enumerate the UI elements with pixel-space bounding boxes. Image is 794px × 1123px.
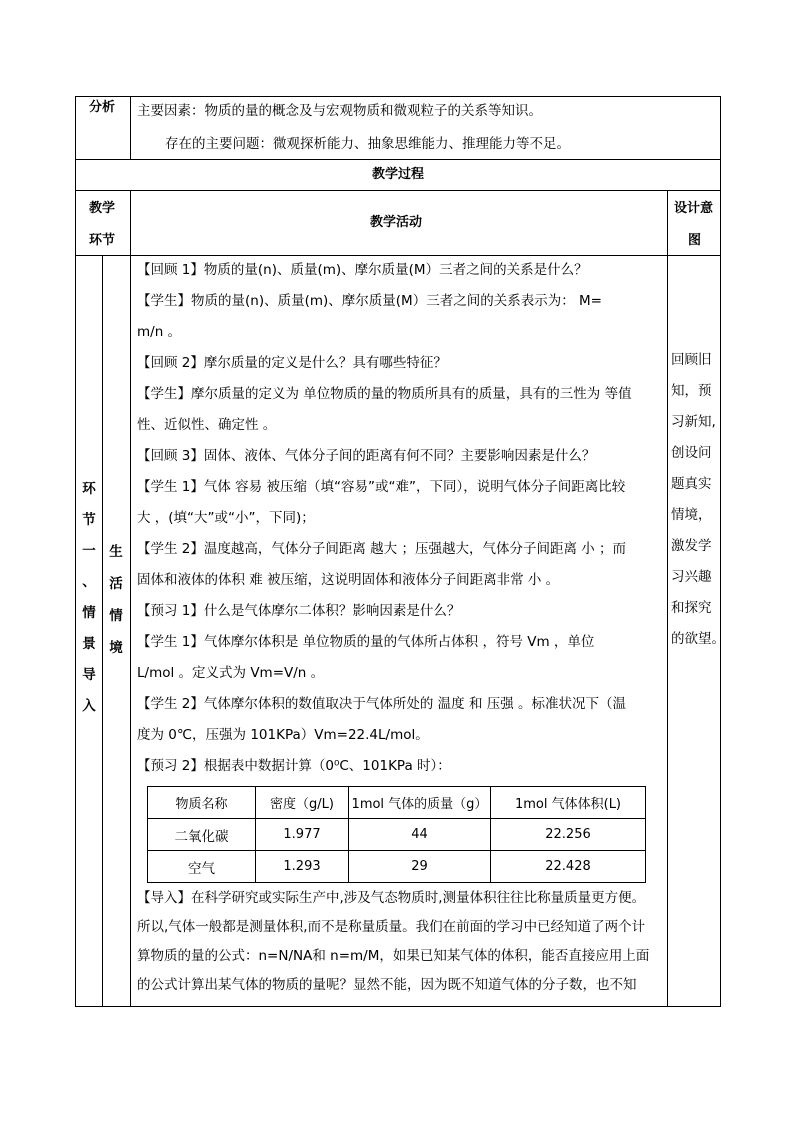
design-line: 激发学 <box>671 538 712 554</box>
section-title: 教学过程 <box>372 167 425 182</box>
table-cell: 1.293 <box>256 851 349 883</box>
design-line: 知，预 <box>671 383 712 399</box>
activity-line: 【学生】摩尔质量的定义为 单位物质的量的物质所具有的质量，具有的三性为 等值 <box>137 386 632 402</box>
activity-line: L/mol 。定义式为 Vm=V/n 。 <box>137 665 325 681</box>
header-design-1: 设计意 <box>674 201 714 216</box>
design-line: 和探究 <box>671 600 712 616</box>
design-line: 回顾旧 <box>671 352 712 368</box>
activity-line: 【预习 1】什么是气体摩尔二体积？影响因素是什么？ <box>137 603 461 619</box>
stage-char: 节 <box>82 512 96 528</box>
header-design-2: 图 <box>688 233 702 248</box>
table-row-line-2 <box>75 190 721 191</box>
header-activity: 教学活动 <box>370 215 423 230</box>
table-header-cell: 密度（g/L) <box>256 787 349 819</box>
stage-char: 导 <box>82 667 96 683</box>
table-bottom-border <box>75 1006 721 1007</box>
stage-char: 、 <box>82 574 96 590</box>
analysis-label: 分析 <box>89 100 116 115</box>
activity-line: 【学生 1】气体 容易 被压缩（填“容易”或“难”，下同），说明气体分子间距离比较 <box>137 479 626 495</box>
activity-line: 【回顾 1】物质的量(n)、质量(m)、摩尔质量(M）三者之间的关系是什么？ <box>137 262 588 278</box>
substage-divider <box>102 255 103 1007</box>
stage-column-divider <box>130 190 131 1007</box>
design-line: 习新知, <box>671 414 716 430</box>
activity-line: 所以,气体一般都是测量体积,而不是称量质量。我们在前面的学习中已经知道了两个计 <box>137 919 646 935</box>
design-intent-content <box>671 354 725 664</box>
table-row <box>148 819 646 851</box>
activity-line: 性、近似性、确定性 。 <box>137 417 277 433</box>
activity-line: 【预习 2】根据表中数据计算（0⁰C、101KPa 时）： <box>137 758 451 774</box>
table-cell: 44 <box>349 819 491 851</box>
design-column-divider <box>667 190 668 1007</box>
stage-label-vertical <box>79 483 99 731</box>
design-line: 的欲望。 <box>671 631 725 647</box>
activity-line: 【学生】物质的量(n)、质量(m)、摩尔质量(M）三者之间的关系表示为： M= <box>137 293 602 309</box>
activity-line: 【回顾 2】摩尔质量的定义是什么？具有哪些特征？ <box>137 355 447 371</box>
design-line: 创设问 <box>671 445 712 461</box>
activity-line: 【导入】在科学研究或实际生产中,涉及气态物质时,测量体积往往比称量质量更方便。 <box>137 890 646 906</box>
stage-char: 环 <box>82 481 96 497</box>
table-header-cell: 1mol 气体体积(L) <box>491 787 646 819</box>
table-left-border <box>75 96 76 1007</box>
header-stage-2: 环节 <box>89 233 116 248</box>
design-line: 题真实 <box>671 476 712 492</box>
substage-char: 境 <box>109 640 123 656</box>
activity-line: 【回顾 3】固体、液体、气体分子间的距离有何不同？主要影响因素是什么？ <box>137 448 596 464</box>
activity-line: 的公式计算出某气体的物质的量呢？显然不能，因为既不知道气体的分子数，也不知 <box>137 977 637 993</box>
activity-line: 【学生 2】温度越高，气体分子间距离 越大 ；压强越大，气体分子间距离 小 ；而 <box>137 541 627 557</box>
table-cell: 空气 <box>148 851 256 883</box>
table-row <box>148 851 646 883</box>
table-header-row <box>148 787 646 819</box>
stage-char: 景 <box>82 636 96 652</box>
activity-line: 【学生 1】气体摩尔体积是 单位物质的量的气体所占体积 ，符号 Vm ，单位 <box>137 634 595 650</box>
table-cell: 22.256 <box>491 819 646 851</box>
stage-char: 入 <box>82 698 96 714</box>
stage-char: 情 <box>82 605 96 621</box>
table-header-cell: 物质名称 <box>148 787 256 819</box>
design-line: 习兴趣 <box>671 569 712 585</box>
activity-line: 算物质的量的公式：n=N/NA和 n=m/M，如果已知某气体的体积，能否直接应用上面 <box>137 948 650 964</box>
stage-char: 一 <box>82 543 96 559</box>
substage-char: 情 <box>109 608 123 624</box>
activity-line: 固体和液体的体积 难 被压缩，这说明固体和液体分子间距离非常 小 。 <box>137 572 560 588</box>
table-row-line-1 <box>75 159 721 160</box>
table-cell: 二氧化碳 <box>148 819 256 851</box>
analysis-line-2: 存在的主要问题：微观探析能力、抽象思维能力、推理能力等不足。 <box>165 136 570 152</box>
table-cell: 22.428 <box>491 851 646 883</box>
activity-line: 【学生 2】气体摩尔体积的数值取决于气体所处的 温度 和 压强 。标准状况下（温 <box>137 696 627 712</box>
table-header-cell: 1mol 气体的质量（g） <box>349 787 491 819</box>
activity-line: 度为 0℃，压强为 101KPa）Vm=22.4L/mol。 <box>137 727 429 743</box>
activity-line: 大 ，(填“大”或“小”，下同)； <box>137 510 315 526</box>
calculation-table <box>147 786 646 883</box>
header-stage-1: 教学 <box>89 201 116 216</box>
table-top-border <box>75 96 721 97</box>
design-line: 情境， <box>671 507 712 523</box>
substage-label-vertical <box>106 546 126 674</box>
table-cell: 29 <box>349 851 491 883</box>
table-cell: 1.977 <box>256 819 349 851</box>
analysis-divider <box>130 96 131 159</box>
substage-char: 生 <box>109 544 123 560</box>
table-row-line-3 <box>75 255 721 256</box>
substage-char: 活 <box>109 576 123 592</box>
analysis-line-1: 主要因素：物质的量的概念及与宏观物质和微观粒子的关系等知识。 <box>137 103 542 119</box>
activity-line: m/n 。 <box>137 324 182 340</box>
